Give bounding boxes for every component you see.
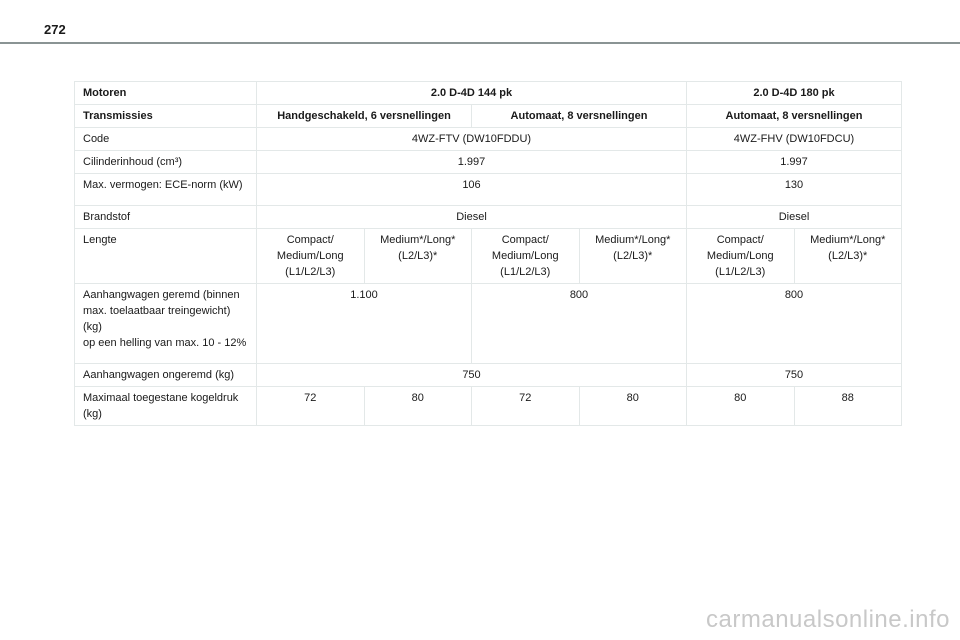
row-label: Lengte	[75, 229, 257, 284]
cell: 88	[794, 387, 902, 426]
cell: 4WZ-FTV (DW10FDDU)	[257, 128, 687, 151]
cell: Medium*/Long* (L2/L3)*	[364, 229, 472, 284]
row-label: Cilinderinhoud (cm³)	[75, 151, 257, 174]
table-row-fuel	[75, 206, 902, 229]
engine-180: 2.0 D-4D 180 pk	[687, 82, 902, 105]
cell: 1.997	[257, 151, 687, 174]
row-label: Brandstof	[75, 206, 257, 229]
table-row-power	[75, 174, 902, 206]
table-row-towball-load	[75, 387, 902, 426]
header-rule	[0, 42, 960, 44]
table-row-engines	[75, 82, 902, 105]
watermark: carmanualsonline.info	[706, 606, 950, 633]
engine-144: 2.0 D-4D 144 pk	[257, 82, 687, 105]
cell: 80	[579, 387, 687, 426]
row-label-line: Aanhangwagen geremd (binnen max. toelaatbaar treingewicht) (kg)	[83, 289, 240, 333]
table-row-displacement	[75, 151, 902, 174]
row-label-line: op een helling van max. 10 - 12%	[83, 337, 247, 349]
cell: Medium*/Long* (L2/L3)*	[579, 229, 687, 284]
cell: Compact/ Medium/Long (L1/L2/L3)	[257, 229, 365, 284]
page-number: 272	[44, 22, 66, 37]
cell: Diesel	[257, 206, 687, 229]
row-label: Max. vermogen: ECE-norm (kW)	[75, 174, 257, 206]
table-row-braked-trailer	[75, 284, 902, 364]
table-row-length	[75, 229, 902, 284]
cell: Compact/ Medium/Long (L1/L2/L3)	[687, 229, 795, 284]
row-label: Transmissies	[75, 105, 257, 128]
row-label: Code	[75, 128, 257, 151]
cell: Automaat, 8 versnellingen	[687, 105, 902, 128]
cell: Diesel	[687, 206, 902, 229]
cell: Handgeschakeld, 6 versnellingen	[257, 105, 472, 128]
row-label	[75, 284, 257, 364]
cell: 106	[257, 174, 687, 206]
cell: 1.997	[687, 151, 902, 174]
cell: 72	[257, 387, 365, 426]
cell: 80	[364, 387, 472, 426]
table-row-code	[75, 128, 902, 151]
cell: 750	[687, 364, 902, 387]
row-label: Maximaal toegestane kogeldruk (kg)	[75, 387, 257, 426]
cell: Compact/ Medium/Long (L1/L2/L3)	[472, 229, 580, 284]
engine-specs-table	[74, 81, 902, 426]
cell: Medium*/Long* (L2/L3)*	[794, 229, 902, 284]
cell: 750	[257, 364, 687, 387]
table-row-unbraked-trailer	[75, 364, 902, 387]
cell: 130	[687, 174, 902, 206]
cell: 1.100	[257, 284, 472, 364]
row-label: Motoren	[75, 82, 257, 105]
cell: 800	[472, 284, 687, 364]
row-label: Aanhangwagen ongeremd (kg)	[75, 364, 257, 387]
cell: 80	[687, 387, 795, 426]
table-row-transmissions	[75, 105, 902, 128]
cell: 800	[687, 284, 902, 364]
cell: 72	[472, 387, 580, 426]
cell: Automaat, 8 versnellingen	[472, 105, 687, 128]
cell: 4WZ-FHV (DW10FDCU)	[687, 128, 902, 151]
